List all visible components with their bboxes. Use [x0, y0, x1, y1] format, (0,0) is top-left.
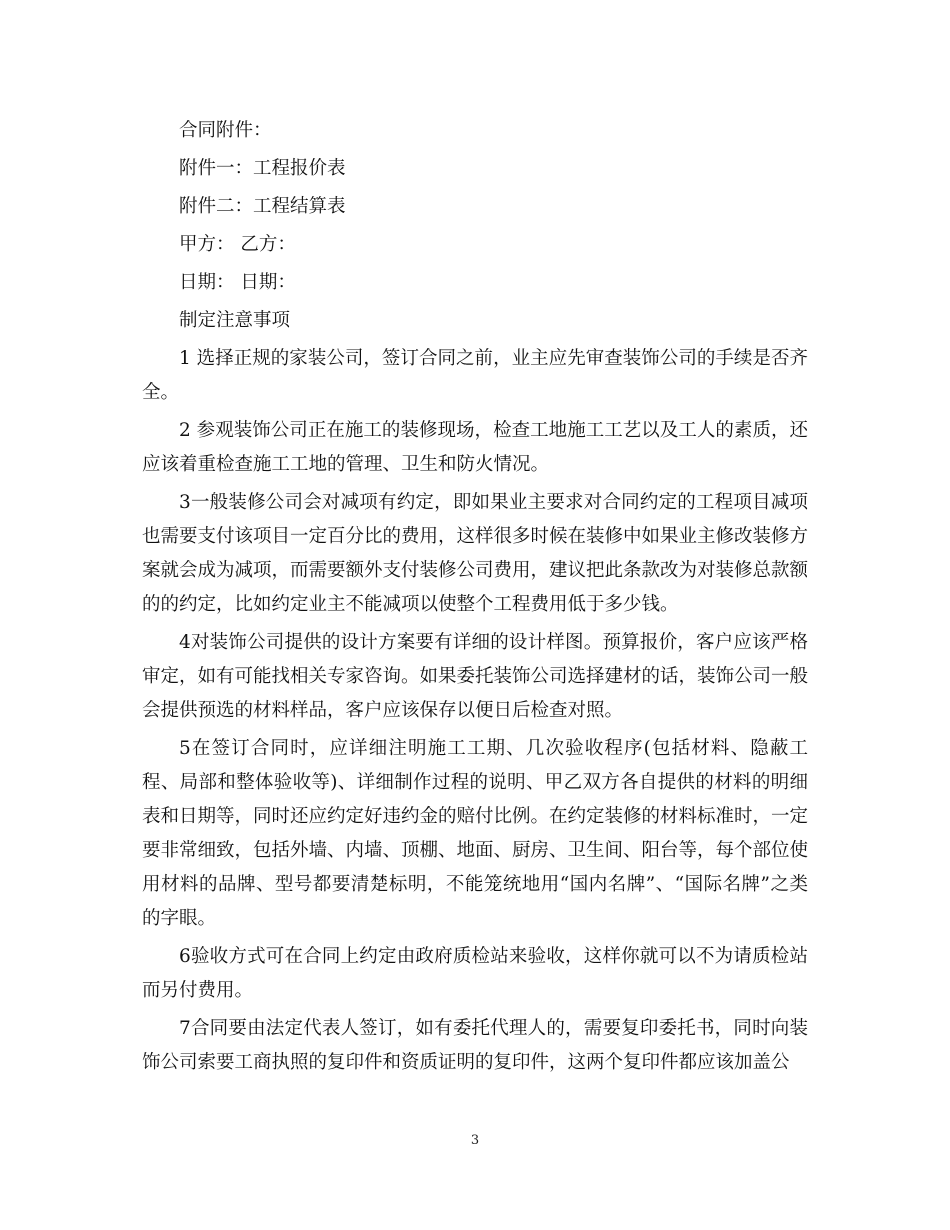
attachments-heading: 合同附件： [179, 120, 272, 141]
page-number: 3 [470, 1133, 480, 1148]
notes-heading: 制定注意事项 [179, 310, 291, 331]
note-paragraph-3: 3一般装修公司会对减项有约定，即如果业主要求对合同约定的工程项目减项也需要支付该项目一定百分比的费用，这样很多时候在装修中如果业主修改装修方案就会成为减项，而需要额外支付装修公司费用，建议把此条款改为对装修总款额的的约定，比如约定业主不能减项以使整个工程费用低于多少钱。 [142, 492, 809, 615]
note-paragraph-2: 2 参观装饰公司正在施工的装修现场，检查工地施工工艺以及工人的素质，还应该着重检查施工工地的管理、卫生和防火情况。 [142, 420, 808, 475]
note-paragraph-1: 1 选择正规的家装公司，签订合同之前，业主应先审查装饰公司的手续是否齐全。 [142, 348, 808, 403]
date-signature-line: 日期： 日期： [179, 272, 296, 293]
note-paragraph-4: 4对装饰公司提供的设计方案要有详细的设计样图。预算报价，客户应该严格审定，如有可能找相关专家咨询。如果委托装饰公司选择建材的话，装饰公司一般会提供预选的材料样品，客户应该保存以便日后检查对照。 [142, 632, 809, 721]
party-signature-line: 甲方： 乙方： [179, 234, 296, 255]
attachment-two: 附件二：工程结算表 [179, 196, 346, 217]
note-paragraph-7: 7合同要由法定代表人签订，如有委托代理人的，需要复印委托书，同时向装饰公司索要工商执照的复印件和资质证明的复印件，这两个复印件都应该加盖公 [142, 1018, 808, 1073]
note-paragraph-6: 6验收方式可在合同上约定由政府质检站来验收，这样你就可以不为请质检站而另付费用。 [142, 946, 808, 1001]
document-body [142, 114, 808, 1084]
attachment-one: 附件一：工程报价表 [179, 158, 346, 179]
note-paragraph-5: 5在签订合同时，应详细注明施工工期、几次验收程序(包括材料、隐蔽工程、局部和整体验收等)、详细制作过程的说明、甲乙双方各自提供的材料的明细表和日期等，同时还应约定好违约金的赔付比例。在约定装修的材料标准时，一定要非常细致，包括外墙、内墙、顶棚、地面、厨房、卫生间、阳台等，每个部位使用材料的品牌、型号都要清楚标明，不能笼统地用“国内名牌”、“国际名牌”之类的字眼。 [142, 738, 809, 929]
